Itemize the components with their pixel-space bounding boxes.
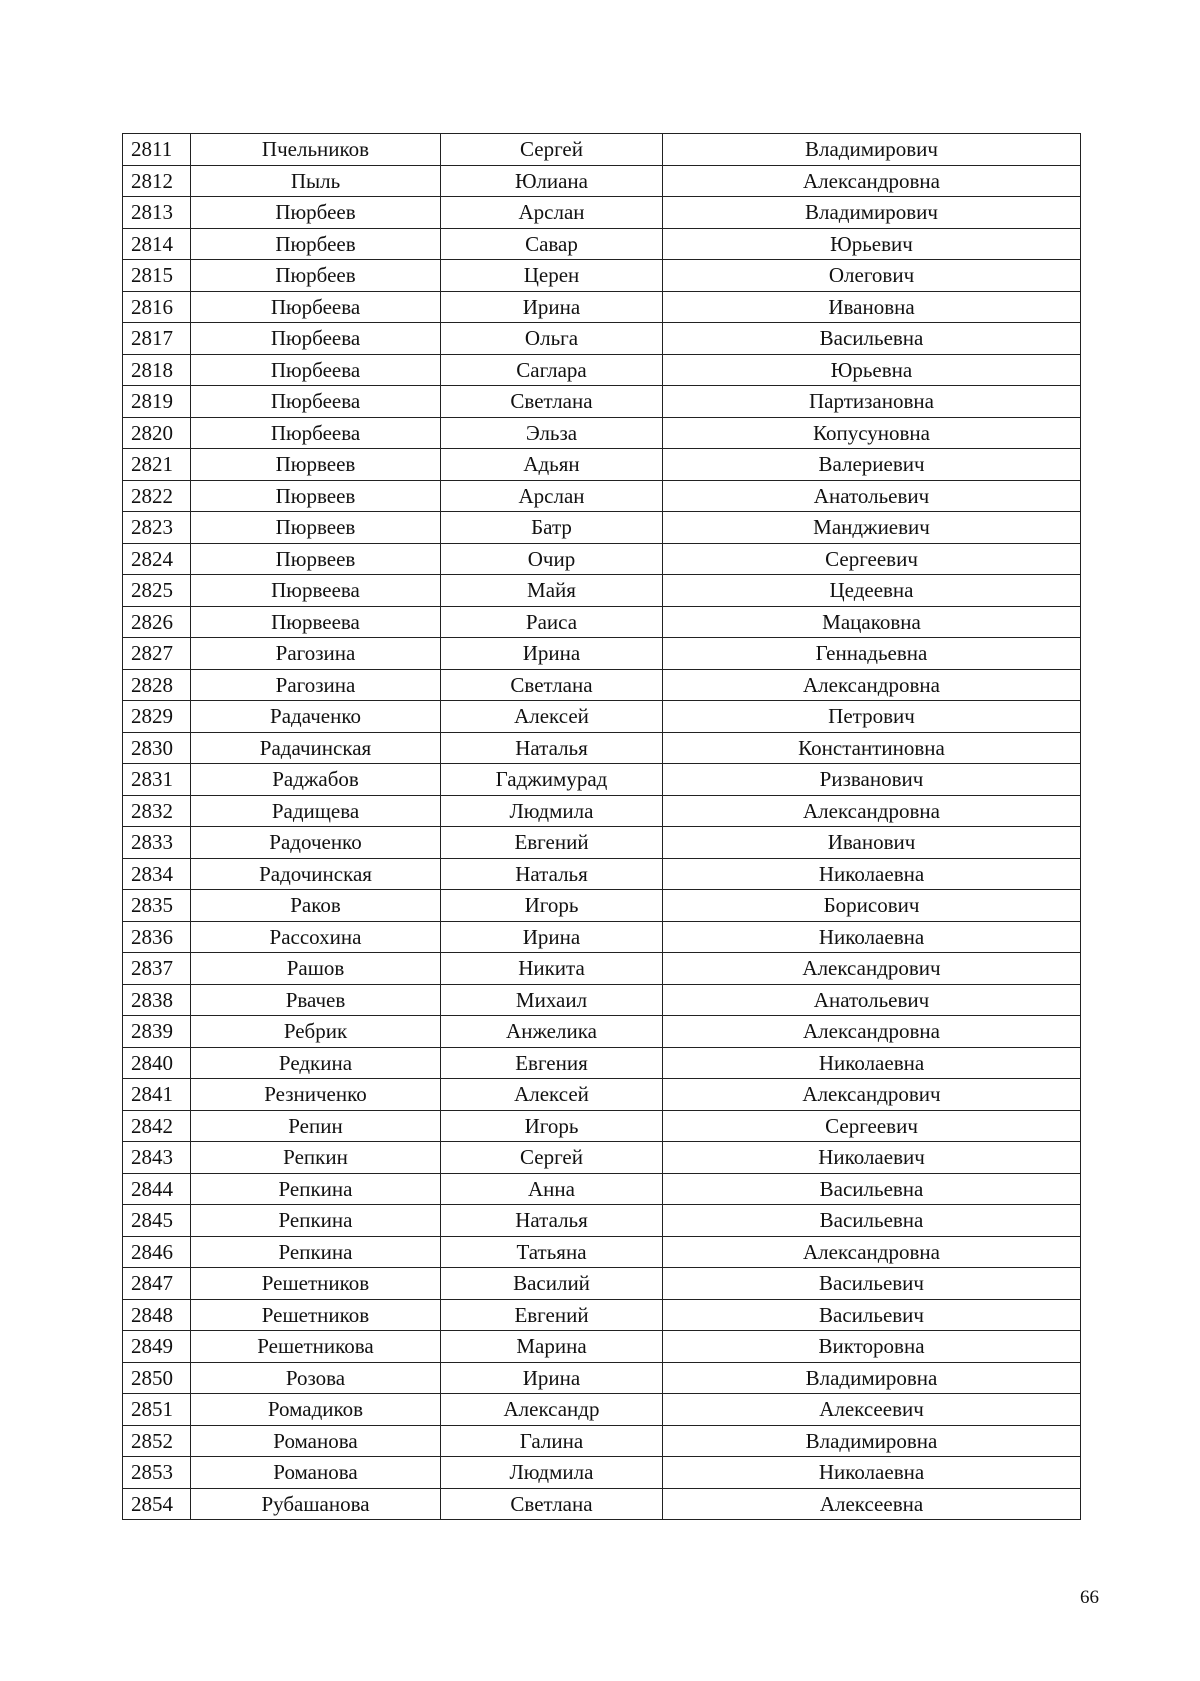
patronymic-cell: Владимирович [663,134,1081,166]
patronymic-cell: Александровна [663,1236,1081,1268]
patronymic-cell: Цедеевна [663,575,1081,607]
surname-cell: Пюрбеева [191,354,441,386]
table-row [123,1268,1081,1300]
surname-cell: Рагозина [191,669,441,701]
patronymic-cell: Анатольевич [663,480,1081,512]
first-name-cell: Сергей [441,134,663,166]
row-number-cell: 2833 [123,827,191,859]
surname-cell: Рубашанова [191,1488,441,1520]
surname-cell: Редкина [191,1047,441,1079]
names-table [122,133,1081,1520]
surname-cell: Репкина [191,1205,441,1237]
table-row [123,827,1081,859]
surname-cell: Пюрбеева [191,386,441,418]
row-number-cell: 2816 [123,291,191,323]
first-name-cell: Гаджимурад [441,764,663,796]
row-number-cell: 2813 [123,197,191,229]
first-name-cell: Очир [441,543,663,575]
table-row [123,1236,1081,1268]
surname-cell: Радачинская [191,732,441,764]
row-number-cell: 2812 [123,165,191,197]
patronymic-cell: Алексеевич [663,1394,1081,1426]
first-name-cell: Алексей [441,701,663,733]
row-number-cell: 2849 [123,1331,191,1363]
row-number-cell: 2844 [123,1173,191,1205]
surname-cell: Пюрбеев [191,228,441,260]
row-number-cell: 2852 [123,1425,191,1457]
first-name-cell: Марина [441,1331,663,1363]
table-row [123,417,1081,449]
patronymic-cell: Васильевна [663,1173,1081,1205]
row-number-cell: 2817 [123,323,191,355]
surname-cell: Пюрвеев [191,449,441,481]
row-number-cell: 2811 [123,134,191,166]
surname-cell: Радоченко [191,827,441,859]
row-number-cell: 2815 [123,260,191,292]
row-number-cell: 2854 [123,1488,191,1520]
table-row [123,165,1081,197]
patronymic-cell: Владимирович [663,197,1081,229]
first-name-cell: Сергей [441,1142,663,1174]
first-name-cell: Савар [441,228,663,260]
table-row [123,795,1081,827]
patronymic-cell: Мацаковна [663,606,1081,638]
patronymic-cell: Александровна [663,165,1081,197]
surname-cell: Репкин [191,1142,441,1174]
table-row [123,1173,1081,1205]
patronymic-cell: Александровна [663,669,1081,701]
patronymic-cell: Иванович [663,827,1081,859]
table-row [123,197,1081,229]
first-name-cell: Людмила [441,1457,663,1489]
first-name-cell: Адьян [441,449,663,481]
patronymic-cell: Ивановна [663,291,1081,323]
patronymic-cell: Юрьевна [663,354,1081,386]
first-name-cell: Ольга [441,323,663,355]
first-name-cell: Эльза [441,417,663,449]
first-name-cell: Анжелика [441,1016,663,1048]
row-number-cell: 2831 [123,764,191,796]
table-row [123,1488,1081,1520]
row-number-cell: 2841 [123,1079,191,1111]
row-number-cell: 2832 [123,795,191,827]
table-row [123,1299,1081,1331]
surname-cell: Пюрбеева [191,323,441,355]
table-row [123,669,1081,701]
first-name-cell: Анна [441,1173,663,1205]
surname-cell: Решетников [191,1299,441,1331]
patronymic-cell: Николаевна [663,858,1081,890]
first-name-cell: Александр [441,1394,663,1426]
first-name-cell: Галина [441,1425,663,1457]
surname-cell: Романова [191,1457,441,1489]
surname-cell: Пюрвеев [191,480,441,512]
table-row [123,1016,1081,1048]
table-row [123,1142,1081,1174]
first-name-cell: Майя [441,575,663,607]
row-number-cell: 2851 [123,1394,191,1426]
table-row [123,1047,1081,1079]
row-number-cell: 2839 [123,1016,191,1048]
table-row [123,1331,1081,1363]
surname-cell: Решетников [191,1268,441,1300]
table-row [123,386,1081,418]
surname-cell: Радаченко [191,701,441,733]
surname-cell: Решетникова [191,1331,441,1363]
names-table-body [123,134,1081,1520]
surname-cell: Пюрвеев [191,512,441,544]
surname-cell: Розова [191,1362,441,1394]
patronymic-cell: Юрьевич [663,228,1081,260]
surname-cell: Пюрвеева [191,606,441,638]
first-name-cell: Алексей [441,1079,663,1111]
first-name-cell: Василий [441,1268,663,1300]
first-name-cell: Людмила [441,795,663,827]
surname-cell: Пчельников [191,134,441,166]
row-number-cell: 2837 [123,953,191,985]
first-name-cell: Светлана [441,1488,663,1520]
first-name-cell: Татьяна [441,1236,663,1268]
table-row [123,858,1081,890]
table-row [123,134,1081,166]
patronymic-cell: Николаевна [663,1457,1081,1489]
first-name-cell: Ирина [441,291,663,323]
row-number-cell: 2819 [123,386,191,418]
table-row [123,921,1081,953]
surname-cell: Репкина [191,1236,441,1268]
first-name-cell: Юлиана [441,165,663,197]
table-row [123,953,1081,985]
first-name-cell: Светлана [441,386,663,418]
table-row [123,701,1081,733]
table-row [123,606,1081,638]
patronymic-cell: Ризванович [663,764,1081,796]
surname-cell: Пюрбеева [191,291,441,323]
surname-cell: Пюрвеев [191,543,441,575]
patronymic-cell: Алексеевна [663,1488,1081,1520]
first-name-cell: Игорь [441,890,663,922]
surname-cell: Резниченко [191,1079,441,1111]
table-row [123,1425,1081,1457]
row-number-cell: 2821 [123,449,191,481]
patronymic-cell: Сергеевич [663,1110,1081,1142]
table-row [123,1394,1081,1426]
first-name-cell: Ирина [441,638,663,670]
patronymic-cell: Викторовна [663,1331,1081,1363]
table-row [123,260,1081,292]
table-row [123,1362,1081,1394]
patronymic-cell: Олегович [663,260,1081,292]
table-row [123,984,1081,1016]
table-row [123,890,1081,922]
patronymic-cell: Валериевич [663,449,1081,481]
surname-cell: Репкина [191,1173,441,1205]
surname-cell: Рагозина [191,638,441,670]
surname-cell: Раджабов [191,764,441,796]
first-name-cell: Игорь [441,1110,663,1142]
patronymic-cell: Николаевич [663,1142,1081,1174]
patronymic-cell: Александровна [663,795,1081,827]
first-name-cell: Наталья [441,732,663,764]
table-row [123,449,1081,481]
row-number-cell: 2842 [123,1110,191,1142]
row-number-cell: 2850 [123,1362,191,1394]
patronymic-cell: Александрович [663,953,1081,985]
patronymic-cell: Петрович [663,701,1081,733]
first-name-cell: Евгений [441,827,663,859]
row-number-cell: 2846 [123,1236,191,1268]
first-name-cell: Наталья [441,1205,663,1237]
patronymic-cell: Васильевна [663,323,1081,355]
patronymic-cell: Борисович [663,890,1081,922]
row-number-cell: 2824 [123,543,191,575]
row-number-cell: 2840 [123,1047,191,1079]
row-number-cell: 2834 [123,858,191,890]
table-row [123,543,1081,575]
table-row [123,575,1081,607]
table-row [123,512,1081,544]
row-number-cell: 2822 [123,480,191,512]
patronymic-cell: Васильевна [663,1205,1081,1237]
first-name-cell: Ирина [441,1362,663,1394]
table-row [123,1457,1081,1489]
row-number-cell: 2823 [123,512,191,544]
patronymic-cell: Геннадьевна [663,638,1081,670]
row-number-cell: 2825 [123,575,191,607]
surname-cell: Радочинская [191,858,441,890]
row-number-cell: 2836 [123,921,191,953]
table-row [123,732,1081,764]
row-number-cell: 2829 [123,701,191,733]
first-name-cell: Ирина [441,921,663,953]
surname-cell: Ребрик [191,1016,441,1048]
row-number-cell: 2835 [123,890,191,922]
row-number-cell: 2853 [123,1457,191,1489]
row-number-cell: 2848 [123,1299,191,1331]
first-name-cell: Батр [441,512,663,544]
first-name-cell: Наталья [441,858,663,890]
table-row [123,228,1081,260]
table-row [123,764,1081,796]
first-name-cell: Арслан [441,480,663,512]
table-row [123,1110,1081,1142]
patronymic-cell: Владимировна [663,1362,1081,1394]
row-number-cell: 2827 [123,638,191,670]
table-row [123,354,1081,386]
patronymic-cell: Александровна [663,1016,1081,1048]
first-name-cell: Церен [441,260,663,292]
row-number-cell: 2838 [123,984,191,1016]
first-name-cell: Евгений [441,1299,663,1331]
patronymic-cell: Николаевна [663,921,1081,953]
patronymic-cell: Анатольевич [663,984,1081,1016]
first-name-cell: Саглара [441,354,663,386]
surname-cell: Пыль [191,165,441,197]
patronymic-cell: Константиновна [663,732,1081,764]
surname-cell: Пюрбеев [191,260,441,292]
surname-cell: Романова [191,1425,441,1457]
table-row [123,291,1081,323]
patronymic-cell: Партизановна [663,386,1081,418]
row-number-cell: 2828 [123,669,191,701]
table-row [123,323,1081,355]
row-number-cell: 2847 [123,1268,191,1300]
first-name-cell: Раиса [441,606,663,638]
first-name-cell: Никита [441,953,663,985]
patronymic-cell: Александрович [663,1079,1081,1111]
table-row [123,638,1081,670]
surname-cell: Рашов [191,953,441,985]
surname-cell: Репин [191,1110,441,1142]
surname-cell: Раков [191,890,441,922]
table-row [123,1079,1081,1111]
table-row [123,480,1081,512]
first-name-cell: Арслан [441,197,663,229]
patronymic-cell: Васильевич [663,1268,1081,1300]
patronymic-cell: Васильевич [663,1299,1081,1331]
surname-cell: Ромадиков [191,1394,441,1426]
first-name-cell: Светлана [441,669,663,701]
patronymic-cell: Владимировна [663,1425,1081,1457]
row-number-cell: 2843 [123,1142,191,1174]
first-name-cell: Евгения [441,1047,663,1079]
surname-cell: Пюрбеев [191,197,441,229]
row-number-cell: 2826 [123,606,191,638]
row-number-cell: 2814 [123,228,191,260]
row-number-cell: 2845 [123,1205,191,1237]
patronymic-cell: Сергеевич [663,543,1081,575]
patronymic-cell: Манджиевич [663,512,1081,544]
row-number-cell: 2818 [123,354,191,386]
surname-cell: Радищева [191,795,441,827]
surname-cell: Рассохина [191,921,441,953]
row-number-cell: 2830 [123,732,191,764]
first-name-cell: Михаил [441,984,663,1016]
surname-cell: Пюрвеева [191,575,441,607]
table-row [123,1205,1081,1237]
patronymic-cell: Николаевна [663,1047,1081,1079]
patronymic-cell: Копусуновна [663,417,1081,449]
page-number: 66 [1080,1587,1099,1608]
row-number-cell: 2820 [123,417,191,449]
surname-cell: Пюрбеева [191,417,441,449]
surname-cell: Рвачев [191,984,441,1016]
